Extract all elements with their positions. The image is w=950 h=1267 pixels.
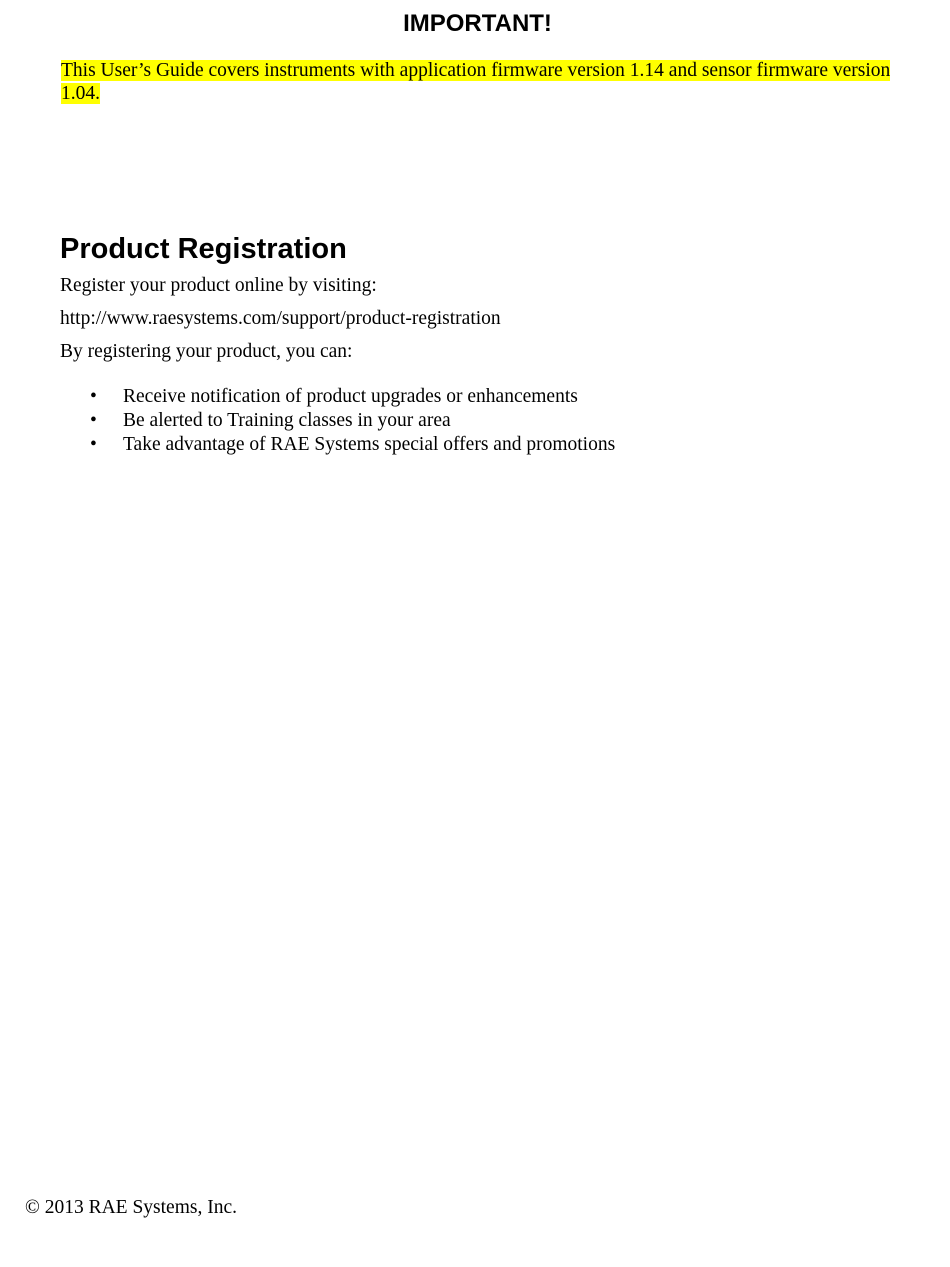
bullet-icon: • [90, 434, 97, 455]
bullet-icon: • [90, 386, 97, 407]
copyright-footer: © 2013 RAE Systems, Inc. [25, 1197, 237, 1218]
benefit-text: Be alerted to Training classes in your area [123, 410, 451, 431]
list-item [60, 385, 615, 409]
registration-intro: Register your product online by visiting: [60, 275, 377, 296]
list-item [60, 409, 615, 433]
benefits-list [60, 385, 615, 457]
list-item [60, 433, 615, 457]
page-title: IMPORTANT! [403, 10, 552, 37]
highlighted-notice-text: This User’s Guide covers instruments with application firmware version 1.14 and sensor firmware version 1.04. [61, 60, 891, 104]
section-heading: Product Registration [60, 233, 347, 265]
bullet-icon: • [90, 410, 97, 431]
benefit-text: Receive notification of product upgrades or enhancements [123, 386, 578, 407]
benefits-intro: By registering your product, you can: [60, 341, 353, 362]
firmware-notice [61, 59, 891, 105]
registration-url: http://www.raesystems.com/support/product-registration [60, 308, 501, 329]
benefit-text: Take advantage of RAE Systems special offers and promotions [123, 434, 616, 455]
